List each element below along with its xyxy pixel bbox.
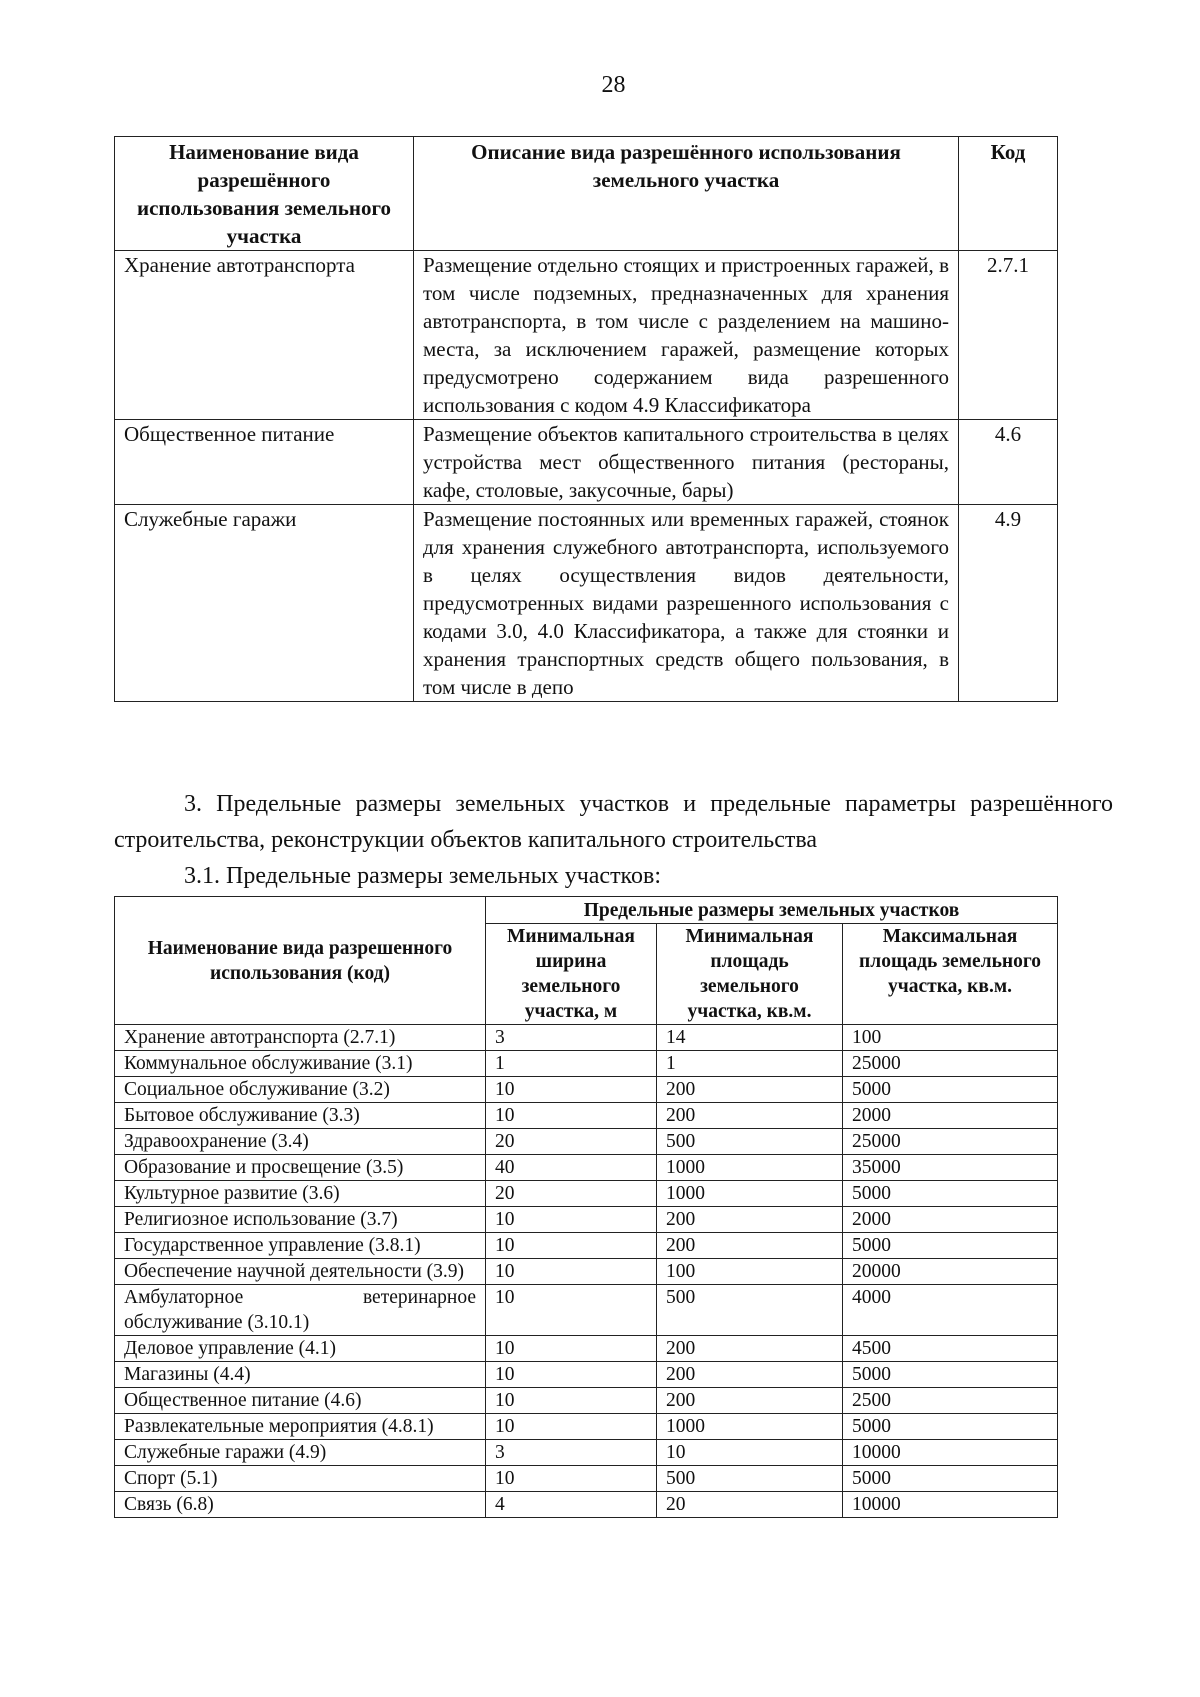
plot-use-name: Связь (6.8) (115, 1492, 486, 1518)
table-row (115, 1129, 1058, 1155)
plot-use-name: Обеспечение научной деятельности (3.9) (115, 1259, 486, 1285)
use-code: 2.7.1 (959, 251, 1058, 420)
plot-sizes-table (114, 896, 1058, 1518)
plot-max-area: 10000 (843, 1492, 1058, 1518)
plot-max-area: 5000 (843, 1181, 1058, 1207)
header-plot-use-name: Наименование вида разрешенного использования (код) (115, 897, 486, 1025)
plot-min-area: 200 (657, 1388, 843, 1414)
plot-min-area: 200 (657, 1336, 843, 1362)
plot-min-width: 1 (486, 1051, 657, 1077)
plot-min-width: 10 (486, 1336, 657, 1362)
plot-min-area: 500 (657, 1466, 843, 1492)
plot-min-width: 20 (486, 1129, 657, 1155)
plot-min-area: 100 (657, 1259, 843, 1285)
table-row (115, 1051, 1058, 1077)
table-row (115, 1414, 1058, 1440)
table-row (115, 420, 1058, 505)
plot-min-width: 10 (486, 1466, 657, 1492)
plot-max-area: 4000 (843, 1285, 1058, 1336)
table-row (115, 1388, 1058, 1414)
plot-min-width: 3 (486, 1440, 657, 1466)
use-description: Размещение постоянных или временных гаражей, стоянок для хранения служебного автотранспорта, используемого в целях осуществления видов деятельности, предусмотренных видами разрешенного использования с кодами 3.0, 4.0 Классификатора, а также для стоянки и хранения транспортных средств общего пользования, в том числе в депо (414, 505, 959, 702)
table-row (115, 251, 1058, 420)
plot-min-area: 200 (657, 1233, 843, 1259)
plot-min-width: 10 (486, 1388, 657, 1414)
plot-max-area: 4500 (843, 1336, 1058, 1362)
plot-max-area: 2500 (843, 1388, 1058, 1414)
use-description: Размещение отдельно стоящих и пристроенных гаражей, в том числе подземных, предназначенных для хранения автотранспорта, в том числе с разделением на машино-места, за исключением гаражей, размещение которых предусмотрено содержанием вида разрешенного использования с кодом 4.9 Классификатора (414, 251, 959, 420)
header-use-name: Наименование вида разрешённого использования земельного участка (115, 137, 414, 251)
plot-min-area: 200 (657, 1207, 843, 1233)
table-row (115, 1181, 1058, 1207)
plot-max-area: 2000 (843, 1207, 1058, 1233)
plot-use-name: Образование и просвещение (3.5) (115, 1155, 486, 1181)
use-name: Хранение автотранспорта (115, 251, 414, 420)
plot-min-area: 1000 (657, 1155, 843, 1181)
plot-max-area: 25000 (843, 1051, 1058, 1077)
header-plot-size-group: Предельные размеры земельных участков (486, 897, 1058, 924)
plot-use-name: Спорт (5.1) (115, 1466, 486, 1492)
permitted-uses-header-row (115, 137, 1058, 251)
plot-max-area: 20000 (843, 1259, 1058, 1285)
plot-use-name: Бытовое обслуживание (3.3) (115, 1103, 486, 1129)
table-row (115, 1362, 1058, 1388)
plot-max-area: 5000 (843, 1466, 1058, 1492)
plot-min-width: 10 (486, 1362, 657, 1388)
plot-use-name: Амбулаторное ветеринарное обслуживание (3.10.1) (115, 1285, 486, 1336)
table-row (115, 1336, 1058, 1362)
table-row (115, 1207, 1058, 1233)
table-row (115, 1466, 1058, 1492)
plot-min-width: 10 (486, 1233, 657, 1259)
plot-min-area: 200 (657, 1077, 843, 1103)
plot-min-width: 10 (486, 1414, 657, 1440)
header-max-area: Максимальная площадь земельного участка, кв.м. (843, 924, 1058, 1025)
plot-use-name: Развлекательные мероприятия (4.8.1) (115, 1414, 486, 1440)
table-row (115, 1259, 1058, 1285)
table-row (115, 1233, 1058, 1259)
table-row (115, 1492, 1058, 1518)
plot-use-name: Государственное управление (3.8.1) (115, 1233, 486, 1259)
header-min-width: Минимальная ширина земельного участка, м (486, 924, 657, 1025)
table-row (115, 1440, 1058, 1466)
plot-use-name: Коммунальное обслуживание (3.1) (115, 1051, 486, 1077)
plot-min-area: 1 (657, 1051, 843, 1077)
plot-min-width: 20 (486, 1181, 657, 1207)
use-name: Общественное питание (115, 420, 414, 505)
page-number: 28 (601, 72, 626, 98)
plot-min-width: 10 (486, 1285, 657, 1336)
plot-min-area: 200 (657, 1103, 843, 1129)
header-use-code: Код (959, 137, 1058, 251)
plot-min-area: 1000 (657, 1414, 843, 1440)
table-row (115, 1077, 1058, 1103)
plot-use-name: Магазины (4.4) (115, 1362, 486, 1388)
plot-min-width: 10 (486, 1207, 657, 1233)
subsection-heading: 3.1. Предельные размеры земельных участков: (184, 863, 661, 889)
plot-use-name: Социальное обслуживание (3.2) (115, 1077, 486, 1103)
table-row (115, 1103, 1058, 1129)
plot-min-area: 200 (657, 1362, 843, 1388)
table-row (115, 1155, 1058, 1181)
plot-min-area: 1000 (657, 1181, 843, 1207)
use-name: Служебные гаражи (115, 505, 414, 702)
plot-min-area: 500 (657, 1285, 843, 1336)
plot-use-name: Деловое управление (4.1) (115, 1336, 486, 1362)
plot-min-width: 10 (486, 1103, 657, 1129)
table-row (115, 505, 1058, 702)
plot-sizes-group-header-row (115, 897, 1058, 924)
plot-use-name: Здравоохранение (3.4) (115, 1129, 486, 1155)
plot-min-width: 3 (486, 1025, 657, 1051)
plot-max-area: 10000 (843, 1440, 1058, 1466)
plot-max-area: 5000 (843, 1233, 1058, 1259)
plot-use-name: Религиозное использование (3.7) (115, 1207, 486, 1233)
header-use-description: Описание вида разрешённого использования земельного участка (414, 137, 959, 251)
table-row (115, 1025, 1058, 1051)
use-code: 4.9 (959, 505, 1058, 702)
section-heading: 3. Предельные размеры земельных участков и предельные параметры разрешённого строительства, реконструкции объектов капитального строительства (114, 791, 1113, 853)
plot-min-width: 4 (486, 1492, 657, 1518)
plot-use-name: Общественное питание (4.6) (115, 1388, 486, 1414)
plot-max-area: 100 (843, 1025, 1058, 1051)
plot-min-area: 10 (657, 1440, 843, 1466)
use-description: Размещение объектов капитального строительства в целях устройства мест общественного питания (рестораны, кафе, столовые, закусочные, бары) (414, 420, 959, 505)
plot-min-width: 10 (486, 1077, 657, 1103)
use-code: 4.6 (959, 420, 1058, 505)
plot-min-width: 40 (486, 1155, 657, 1181)
plot-use-name: Культурное развитие (3.6) (115, 1181, 486, 1207)
plot-max-area: 5000 (843, 1414, 1058, 1440)
plot-min-area: 14 (657, 1025, 843, 1051)
plot-use-name: Служебные гаражи (4.9) (115, 1440, 486, 1466)
plot-max-area: 5000 (843, 1077, 1058, 1103)
plot-max-area: 35000 (843, 1155, 1058, 1181)
plot-max-area: 25000 (843, 1129, 1058, 1155)
plot-max-area: 5000 (843, 1362, 1058, 1388)
table-row (115, 1285, 1058, 1336)
permitted-uses-table (114, 136, 1058, 702)
plot-min-area: 500 (657, 1129, 843, 1155)
plot-sizes-body (115, 1025, 1058, 1518)
plot-use-name: Хранение автотранспорта (2.7.1) (115, 1025, 486, 1051)
plot-min-area: 20 (657, 1492, 843, 1518)
plot-max-area: 2000 (843, 1103, 1058, 1129)
plot-min-width: 10 (486, 1259, 657, 1285)
header-min-area: Минимальная площадь земельного участка, кв.м. (657, 924, 843, 1025)
